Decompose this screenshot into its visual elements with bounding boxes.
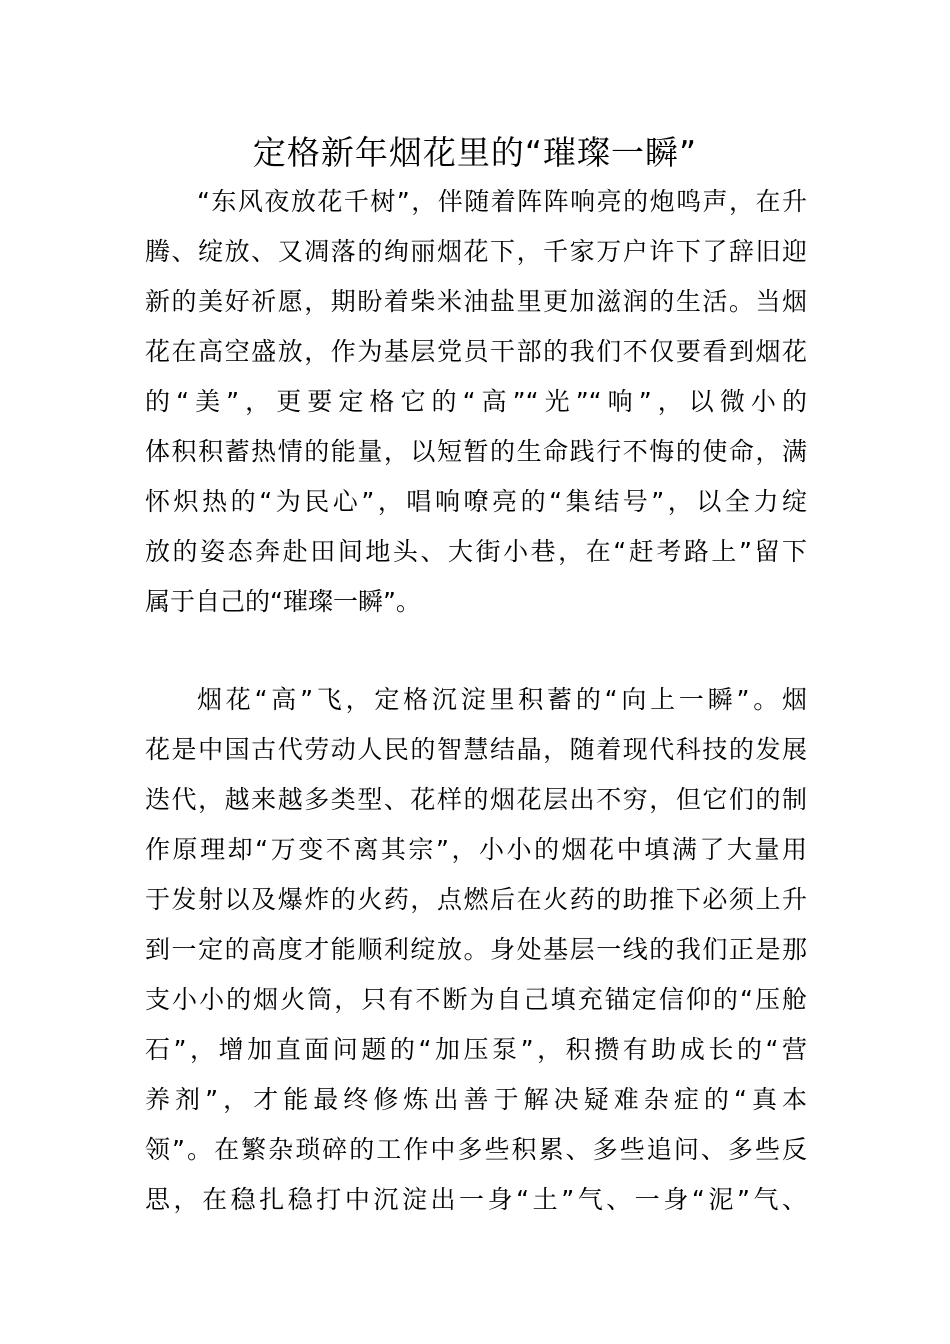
paragraph-line: 烟花“高”飞，定格沉淀里积蓄的“向上一瞬”。烟 bbox=[197, 685, 807, 714]
paragraph-line: 思，在稳扎稳打中沉淀出一身“土”气、一身“泥”气、 bbox=[145, 1185, 807, 1214]
paragraph-line: 领”。在繁杂琐碎的工作中多些积累、多些追问、多些反 bbox=[145, 1135, 807, 1164]
paragraph-line: 腾、绽放、又凋落的绚丽烟花下，千家万户许下了辞旧迎 bbox=[145, 237, 807, 266]
paragraph-2 bbox=[145, 675, 807, 1225]
paragraph-line: 新的美好祈愿，期盼着柴米油盐里更加滋润的生活。当烟 bbox=[145, 287, 807, 316]
paragraph-line: 放的姿态奔赴田间地头、大街小巷，在“赶考路上”留下 bbox=[145, 537, 807, 566]
paragraph-line: 属于自己的“璀璨一瞬”。 bbox=[145, 587, 421, 616]
paragraph-line: 花是中国古代劳动人民的智慧结晶，随着现代科技的发展 bbox=[145, 735, 807, 764]
paragraph-1 bbox=[145, 177, 807, 627]
paragraph-line: 怀炽热的“为民心”，唱响嘹亮的“集结号”，以全力绽 bbox=[145, 487, 807, 516]
paragraph-line: 体积积蓄热情的能量，以短暂的生命践行不悔的使命，满 bbox=[145, 437, 807, 466]
paragraph-line: 到一定的高度才能顺利绽放。身处基层一线的我们正是那 bbox=[145, 935, 807, 964]
paragraph-line: 的“美”，更要定格它的“高”“光”“响”，以微小的 bbox=[145, 387, 807, 416]
paragraph-line: 花在高空盛放，作为基层党员干部的我们不仅要看到烟花 bbox=[145, 337, 807, 366]
paragraph-line: 作原理却“万变不离其宗”，小小的烟花中填满了大量用 bbox=[145, 835, 807, 864]
paragraph-line: 支小小的烟火筒，只有不断为自己填充锚定信仰的“压舱 bbox=[145, 985, 807, 1014]
paragraph-line: 养剂”，才能最终修炼出善于解决疑难杂症的“真本 bbox=[145, 1085, 807, 1114]
paragraph-line: 迭代，越来越多类型、花样的烟花层出不穷，但它们的制 bbox=[145, 785, 807, 814]
paragraph-line: 于发射以及爆炸的火药，点燃后在火药的助推下必须上升 bbox=[145, 885, 807, 914]
paragraph-line: “东风夜放花千树”，伴随着阵阵响亮的炮鸣声，在升 bbox=[197, 187, 807, 216]
paragraph-line: 石”，增加直面问题的“加压泵”，积攒有助成长的“营 bbox=[145, 1035, 807, 1064]
document-title: 定格新年烟花里的“璀璨一瞬” bbox=[252, 133, 698, 172]
